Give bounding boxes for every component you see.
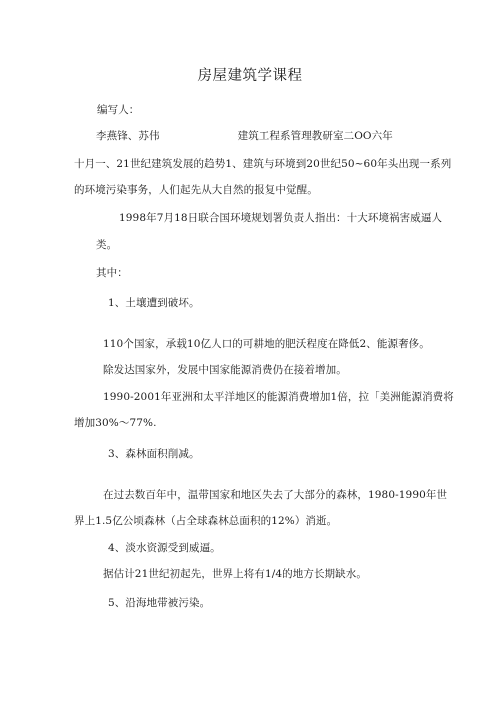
department: 建筑工程系管理教研室二OO六年 bbox=[237, 130, 393, 142]
paragraph-line: 110个国家，承载10亿人口的可耕地的肥沃程度在降低2、能源奢侈。 bbox=[103, 338, 430, 350]
paragraph-line: 增加30%～77%. bbox=[74, 417, 157, 429]
paragraph-line: 在过去数百年中，温带国家和地区失去了大部分的森林，1980-1990年世 bbox=[103, 489, 448, 501]
paragraph-line: 类。 bbox=[96, 239, 118, 251]
paragraph-line: 据估计21世纪初起先，世界上将有1/4的地方长期缺水。 bbox=[103, 568, 367, 580]
paragraph-line: 界上1.5亿公顷森林（占全球森林总面积的12%）消逝。 bbox=[74, 515, 338, 527]
paragraph-line: 1998年7月18日联合国环境规划署负责人指出：十大环境祸害威逼人 bbox=[119, 212, 443, 224]
author-label: 编写人： bbox=[97, 104, 140, 116]
document-title: 房屋建筑学课程 bbox=[197, 68, 303, 84]
paragraph-line: 除发达国家外，发展中国家能源消费仍在接着增加。 bbox=[103, 364, 347, 376]
section-heading: 1、土壤遭到破坏。 bbox=[108, 297, 200, 309]
section-heading: 3、森林面积削减。 bbox=[108, 448, 200, 460]
author-line bbox=[96, 129, 393, 143]
paragraph-line: 十月一、21世纪建筑发展的趋势1、建筑与环境到20世纪50~60年头出现一系列 bbox=[74, 158, 452, 170]
paragraph-line: 的环境污染事务，人们起先从大自然的报复中觉醒。 bbox=[74, 184, 318, 196]
paragraph-line: 1990-2001年亚洲和太平洋地区的能源消费增加1倍，拉「美洲能源消费将 bbox=[103, 391, 454, 403]
section-heading: 4、淡水资源受到威逼。 bbox=[108, 542, 221, 554]
authors: 李燕锋、苏伟 bbox=[96, 130, 160, 142]
section-heading: 5、沿海地带被污染。 bbox=[108, 597, 211, 609]
paragraph-line: 其中： bbox=[96, 267, 128, 279]
